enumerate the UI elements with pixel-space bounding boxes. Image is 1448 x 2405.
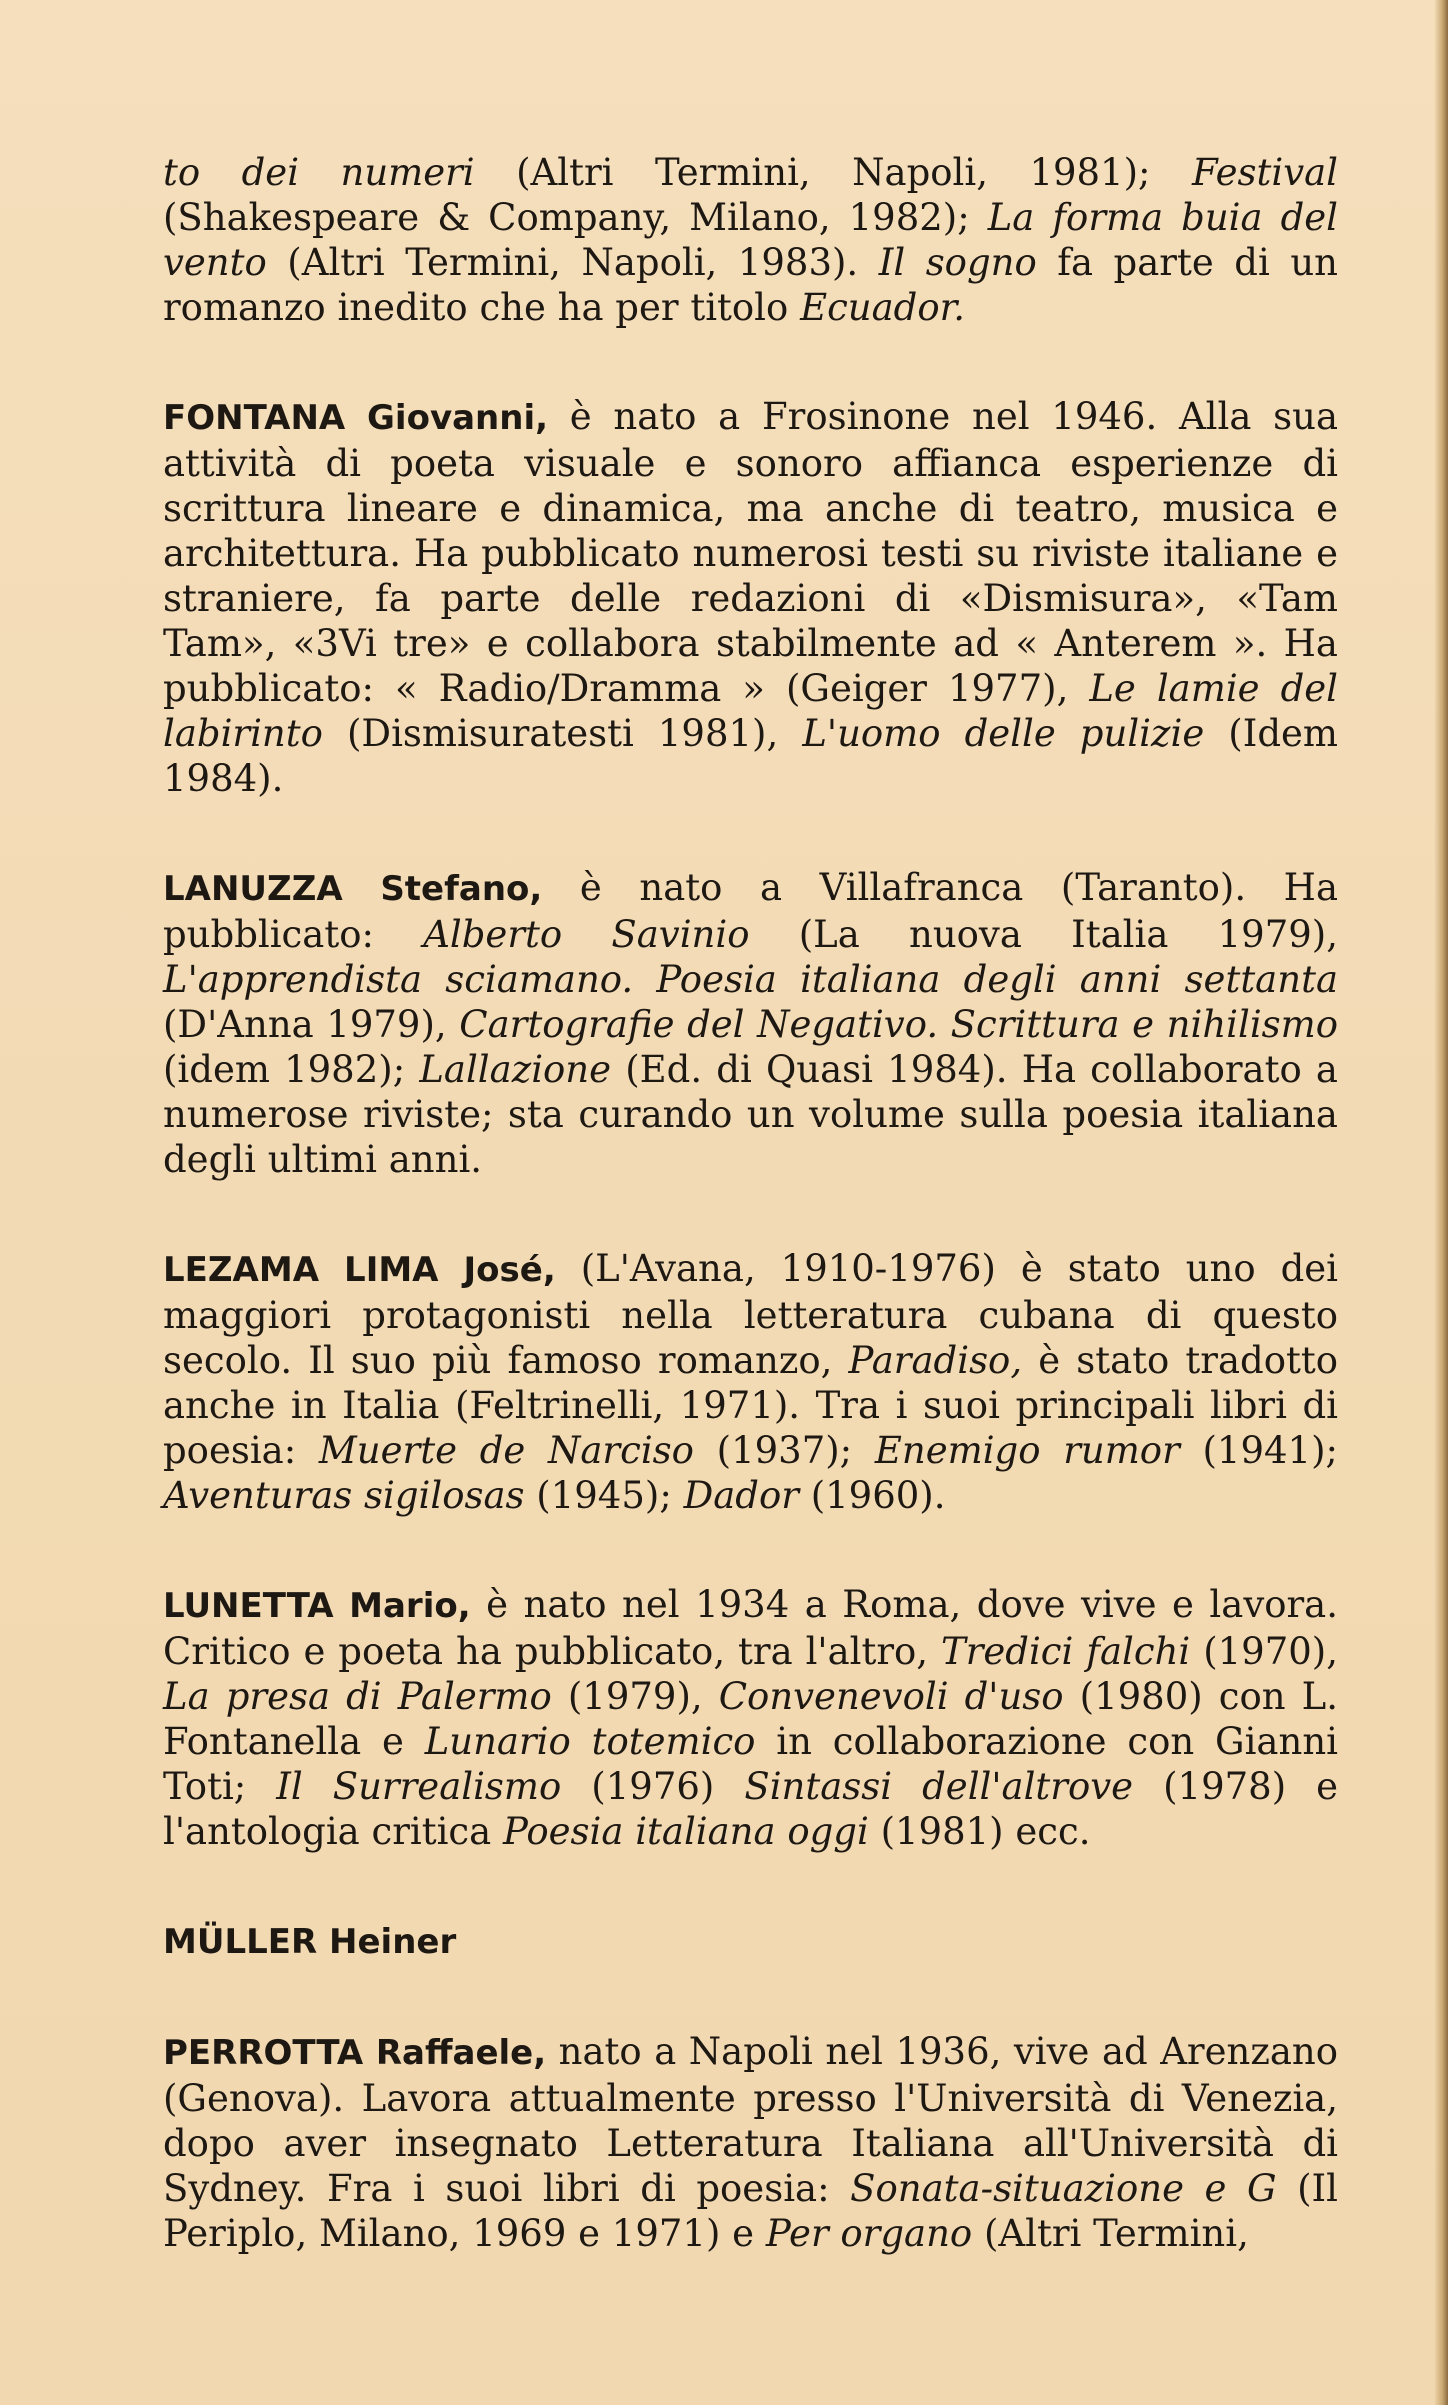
entry-heading: MÜLLER Heiner [163,1922,457,1962]
entry-heading: PERROTTA Raffaele, [163,2033,547,2073]
entry-muller [163,1918,1338,1965]
entry-heading: LANUZZA Stefano, [163,869,543,909]
text-column [163,150,1338,2320]
entry-heading: LEZAMA LIMA José, [163,1250,556,1290]
entry-heading: FONTANA Giovanni, [163,398,549,438]
entry-heading: LUNETTA Mario, [163,1586,471,1626]
entry-lunetta: LUNETTA Mario, è nato nel 1934 a Roma, dove vive e lavora. Critico e poeta ha pubblicato, tra l'altro, Tredici falchi (1970), La presa di Palermo (1979), Convenevoli d'uso (1980) con L. Fontanella e Lunario totemico in collaborazione con Gianni Toti; Il Surrealismo (1976) Sintassi dell'altrove (1978) e l'antologia critica Poesia italiana oggi (1981) ecc. [163,1583,1339,1853]
entry-intro-continuation: to dei numeri (Altri Termini, Napoli, 1981); Festival (Shakespeare & Company, Milano, 1982); La forma buia del vento (Altri Termini, Napoli, 1983). Il sogno fa parte di un romanzo inedito che ha per titolo Ecuador. [163,151,1338,329]
entry-lanuzza: LANUZZA Stefano, è nato a Villafranca (Taranto). Ha pubblicato: Alberto Savinio (La nuova Italia 1979), L'apprendista sciamano. Poesia italiana degli anni settanta (D'Anna 1979), Cartografie del Negativo. Scrittura e nihilismo (idem 1982); Lallazione (Ed. di Quasi 1984). Ha collaborato a numerose riviste; sta curando un volume sulla poesia italiana degli ultimi anni. [163,866,1339,1181]
entry-perrotta: PERROTTA Raffaele, nato a Napoli nel 1936, vive ad Arenzano (Genova). Lavora attualmente presso l'Università di Venezia, dopo aver insegnato Letteratura Italiana all'Università di Sydney. Fra i suoi libri di poesia: Sonata-situazione e G (Il Periplo, Milano, 1969 e 1971) e Per organo (Altri Termini, [163,2030,1339,2255]
entry-lezama-lima: LEZAMA LIMA José, (L'Avana, 1910-1976) è stato uno dei maggiori protagonisti nella letteratura cubana di questo secolo. Il suo più famoso romanzo, Paradiso, è stato tradotto anche in Italia (Feltrinelli, 1971). Tra i suoi principali libri di poesia: Muerte de Narciso (1937); Enemigo rumor (1941); Aventuras sigilosas (1945); Dador (1960). [163,1247,1338,1517]
page-edge-shadow [1434,0,1448,2405]
entry-fontana: FONTANA Giovanni, è nato a Frosinone nel 1946. Alla sua attività di poeta visuale e sonoro affianca esperienze di scrittura lineare e dinamica, ma anche di teatro, musica e architettura. Ha pubblicato numerosi testi su riviste italiane e straniere, fa parte delle redazioni di «Dismisura», «Tam Tam», «3Vi tre» e collabora stabilmente ad « Anterem ». Ha pubblicato: « Radio/Dramma » (Geiger 1977), Le lamie del labirinto (Dismisuratesti 1981), L'uomo delle pulizie (Idem 1984). [163,395,1338,800]
